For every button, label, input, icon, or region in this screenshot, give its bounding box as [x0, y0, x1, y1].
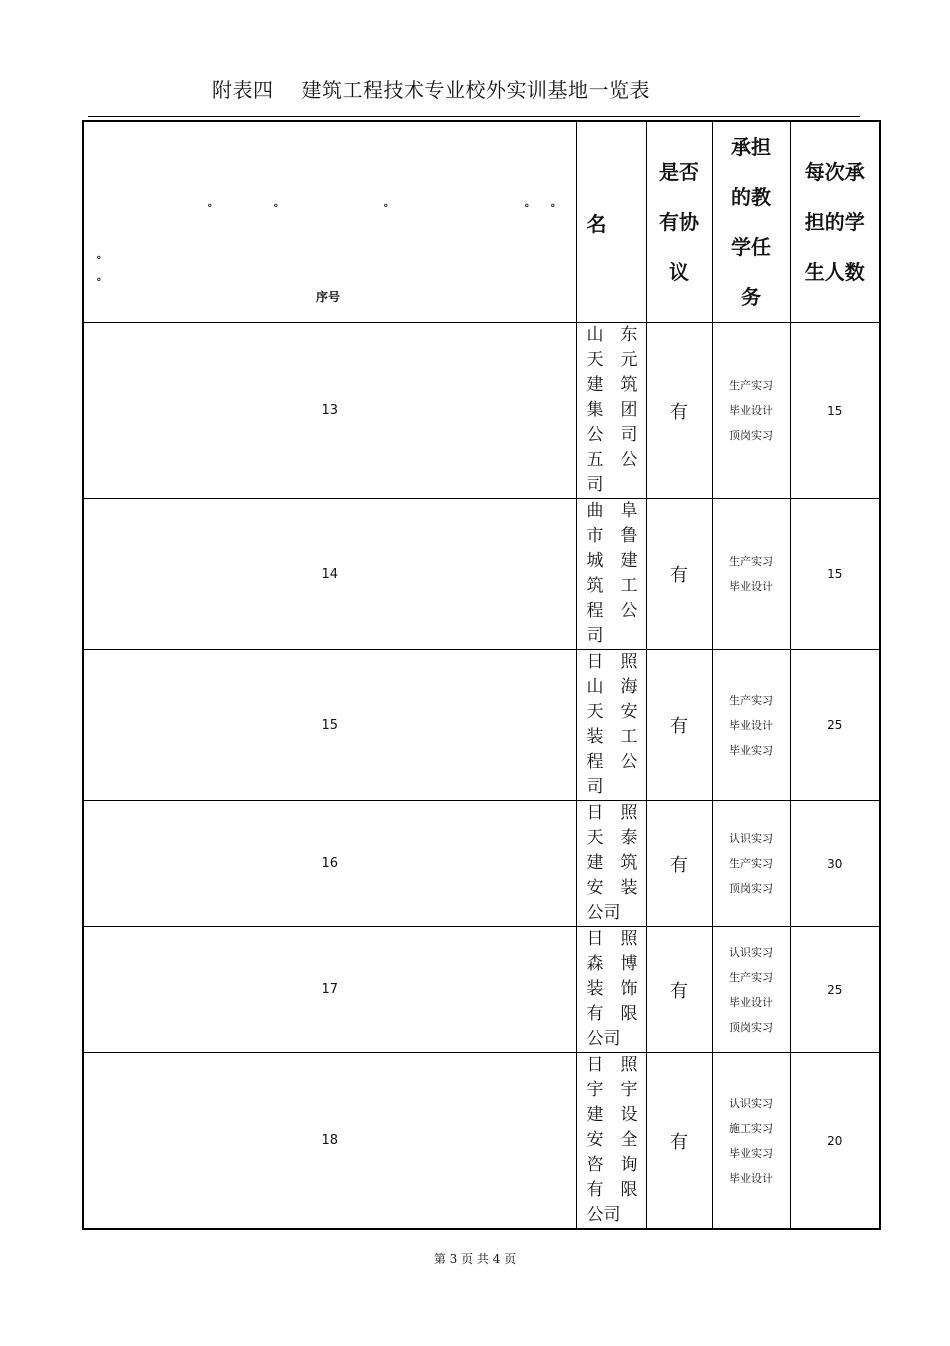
name-char: 司 [586, 777, 604, 797]
name-char: 筑 [586, 576, 604, 596]
name-char: 限 [620, 1180, 638, 1200]
name-char: 程 [586, 601, 604, 621]
header-dot: 。 [525, 198, 535, 209]
students-cell: 25 [790, 927, 880, 1053]
table-row [83, 1053, 880, 1230]
name-char: 山 [586, 677, 604, 697]
table-row [83, 323, 880, 499]
name-char: 饰 [620, 979, 638, 999]
tasks-cell [712, 1053, 790, 1230]
name-char: 东 [620, 325, 638, 345]
training-base-table [82, 120, 881, 1230]
tasks-cell [712, 499, 790, 650]
header-seq-cell [83, 121, 576, 323]
seq-cell: 18 [83, 1053, 576, 1230]
name-char: 集 [586, 400, 604, 420]
name-char: 安 [586, 878, 604, 898]
students-cell: 25 [790, 650, 880, 801]
students-cell: 15 [790, 499, 880, 650]
header-dot: 。 [274, 198, 284, 209]
name-char: 市 [586, 526, 604, 546]
company-name [587, 499, 638, 649]
title-prefix: 附表四 [212, 78, 274, 102]
name-char: 日 [586, 1055, 604, 1075]
agreement-cell: 有 [646, 499, 712, 650]
name-cell [576, 1053, 646, 1230]
header-name: 名 [576, 121, 646, 323]
name-cell [576, 927, 646, 1053]
name-char: 天 [586, 350, 604, 370]
name-char: 山 [586, 325, 604, 345]
name-char: 装 [586, 979, 604, 999]
agreement-cell: 有 [646, 801, 712, 927]
agreement-cell: 有 [646, 323, 712, 499]
name-char: 公 [586, 425, 604, 445]
company-name [587, 801, 638, 926]
tasks-cell [712, 650, 790, 801]
title-rule [88, 116, 860, 117]
name-char: 设 [620, 1105, 638, 1125]
header-agreement-line: 有协 [659, 210, 699, 234]
task-item: 顶岗实习 [729, 1020, 773, 1034]
title-main: 建筑工程技术专业校外实训基地一览表 [301, 78, 650, 102]
table-row [83, 650, 880, 801]
name-char: 阜 [620, 501, 638, 521]
task-item: 毕业实习 [729, 743, 773, 757]
name-char: 鲁 [620, 526, 638, 546]
header-dot: 。 [208, 198, 218, 209]
name-char: 工 [620, 576, 638, 596]
task-item: 认识实习 [729, 1096, 773, 1110]
agreement-cell: 有 [646, 927, 712, 1053]
company-name [587, 1053, 638, 1228]
name-char: 司 [620, 425, 638, 445]
name-char: 城 [586, 551, 604, 571]
task-item: 生产实习 [729, 970, 773, 984]
name-char: 公司 [586, 903, 621, 923]
agreement-cell: 有 [646, 650, 712, 801]
name-char: 宇 [620, 1080, 638, 1100]
task-item: 生产实习 [729, 379, 773, 392]
seq-cell: 14 [83, 499, 576, 650]
header-dot: 。 [97, 250, 107, 261]
name-char: 筑 [620, 375, 638, 395]
task-item: 毕业设计 [729, 580, 773, 593]
name-cell [576, 323, 646, 499]
task-item: 毕业设计 [729, 404, 773, 417]
name-cell [576, 801, 646, 927]
task-item: 毕业实习 [729, 1146, 773, 1160]
name-char: 筑 [620, 853, 638, 873]
name-char: 天 [586, 828, 604, 848]
name-char: 司 [586, 626, 604, 646]
name-char: 博 [620, 954, 638, 974]
task-item: 生产实习 [729, 857, 773, 870]
header-agreement-line: 是否 [659, 160, 699, 184]
tasks-cell [712, 323, 790, 499]
company-name [587, 650, 638, 800]
name-char: 团 [620, 400, 638, 420]
name-char: 全 [620, 1130, 638, 1150]
header-students-line: 生人数 [804, 260, 865, 284]
header-tasks-line: 学任 [731, 235, 771, 259]
task-item: 生产实习 [729, 693, 773, 707]
name-char: 公司 [586, 1205, 621, 1225]
name-char: 有 [586, 1180, 604, 1200]
name-char: 公 [620, 450, 638, 470]
name-char: 照 [620, 803, 638, 823]
table-row [83, 801, 880, 927]
students-cell: 30 [790, 801, 880, 927]
name-char: 限 [620, 1004, 638, 1024]
seq-cell: 16 [83, 801, 576, 927]
name-char: 公 [620, 601, 638, 621]
header-students [790, 121, 880, 323]
name-char: 照 [620, 1055, 638, 1075]
name-cell [576, 650, 646, 801]
name-char: 公 [620, 752, 638, 772]
table-row [83, 927, 880, 1053]
task-item: 顶岗实习 [729, 882, 773, 895]
page-footer: 第 3 页 共 4 页 [433, 1252, 517, 1266]
task-item: 施工实习 [729, 1121, 773, 1135]
company-name [587, 927, 638, 1052]
task-item: 生产实习 [729, 555, 773, 568]
header-dot: 。 [551, 198, 561, 209]
students-cell: 15 [790, 323, 880, 499]
header-tasks-line: 务 [741, 285, 761, 309]
name-char: 咨 [586, 1155, 604, 1175]
header-agreement [646, 121, 712, 323]
name-char: 照 [620, 929, 638, 949]
document-title [212, 74, 650, 103]
name-char: 照 [620, 652, 638, 672]
header-tasks [712, 121, 790, 323]
name-char: 程 [586, 752, 604, 772]
name-char: 安 [620, 702, 638, 722]
header-dot: 。 [97, 272, 107, 283]
task-item: 顶岗实习 [729, 429, 773, 442]
name-char: 日 [586, 929, 604, 949]
table-body [83, 323, 880, 1230]
name-char: 安 [586, 1130, 604, 1150]
name-char: 建 [586, 375, 604, 395]
name-char: 日 [586, 803, 604, 823]
task-item: 毕业设计 [729, 995, 773, 1009]
header-agreement-line: 议 [669, 260, 689, 284]
name-char: 建 [620, 551, 638, 571]
name-char: 装 [586, 727, 604, 747]
name-char: 建 [586, 1105, 604, 1125]
tasks-cell [712, 801, 790, 927]
header-students-line: 每次承 [804, 160, 865, 184]
task-item: 毕业设计 [729, 718, 773, 732]
name-char: 天 [586, 702, 604, 722]
name-char: 宇 [586, 1080, 604, 1100]
name-cell [576, 499, 646, 650]
name-char: 建 [586, 853, 604, 873]
company-name [587, 323, 638, 498]
table-row [83, 499, 880, 650]
name-char: 曲 [586, 501, 604, 521]
name-char: 询 [620, 1155, 638, 1175]
header-seq: 序号 [316, 290, 341, 304]
task-item: 认识实习 [729, 945, 773, 959]
seq-cell: 17 [83, 927, 576, 1053]
header-dot: 。 [384, 198, 394, 209]
tasks-cell [712, 927, 790, 1053]
header-row [83, 121, 880, 323]
name-char: 装 [620, 878, 638, 898]
name-char: 公司 [586, 1029, 621, 1049]
name-char: 泰 [620, 828, 638, 848]
name-char: 五 [586, 450, 604, 470]
header-students-line: 担的学 [804, 210, 865, 234]
header-tasks-line: 的教 [731, 185, 771, 209]
header-tasks-line: 承担 [731, 135, 771, 159]
name-char: 工 [620, 727, 638, 747]
agreement-cell: 有 [646, 1053, 712, 1230]
task-item: 认识实习 [729, 832, 773, 845]
name-char: 有 [586, 1004, 604, 1024]
seq-cell: 15 [83, 650, 576, 801]
students-cell: 20 [790, 1053, 880, 1230]
name-char: 日 [586, 652, 604, 672]
seq-cell: 13 [83, 323, 576, 499]
name-char: 森 [586, 954, 604, 974]
name-char: 海 [620, 677, 638, 697]
name-char: 元 [620, 350, 638, 370]
name-char: 司 [586, 475, 604, 495]
task-item: 毕业设计 [729, 1171, 773, 1185]
